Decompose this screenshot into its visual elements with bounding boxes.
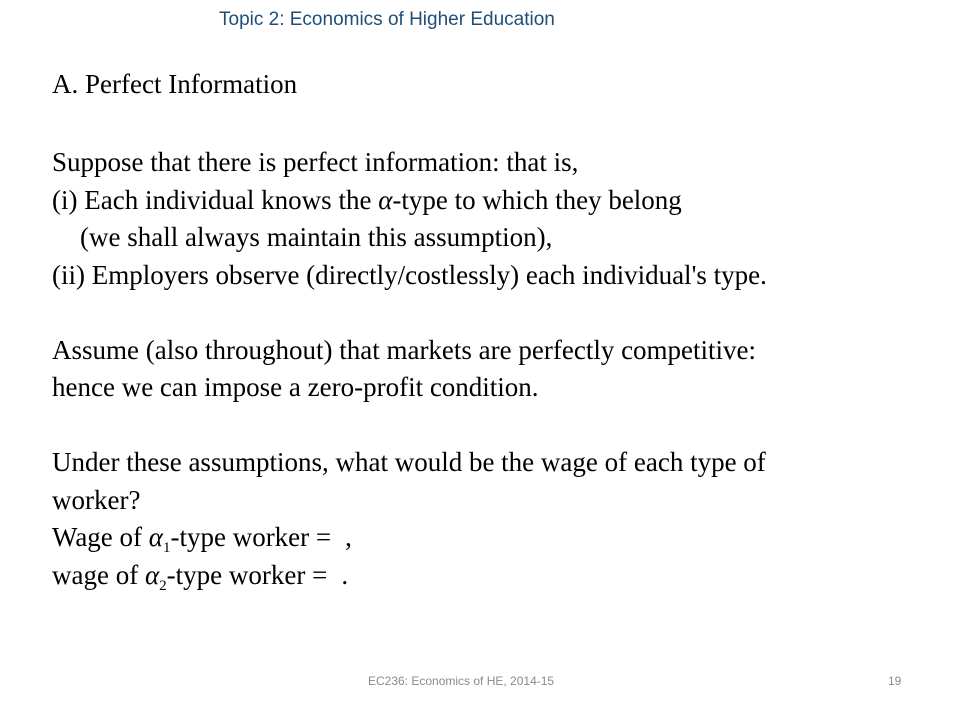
section-heading: A. Perfect Information	[52, 69, 298, 99]
slide-header-title: Topic 2: Economics of Higher Education	[219, 9, 555, 30]
item-2: (ii) Employers observe (directly/costlessly) each individual's type.	[52, 259, 767, 290]
footer-course: EC236: Economics of HE, 2014-15	[368, 674, 555, 688]
assumption-line-1: Assume (also throughout) that markets are perfectly competitive:	[52, 334, 757, 365]
slide-body	[52, 66, 767, 594]
wage-1-suffix: -type worker =	[170, 522, 332, 552]
item-1-prefix: (i) Each individual knows the	[52, 184, 379, 215]
spacer	[52, 294, 767, 332]
assumption-line-2: hence we can impose a zero-profit condition.	[52, 372, 539, 402]
alpha-symbol: α	[148, 522, 163, 552]
intro-line: Suppose that there is perfect information: that is,	[52, 147, 579, 177]
wage-2-end: .	[341, 559, 349, 590]
spacer	[52, 407, 767, 445]
item-1-suffix: -type to which they belong	[392, 184, 682, 215]
subscript-1: 1	[162, 540, 171, 556]
item-1	[52, 182, 767, 220]
wage-2-suffix: -type worker =	[166, 559, 328, 590]
alpha-symbol: α	[144, 559, 160, 590]
item-1-note: (we shall always maintain this assumption),	[80, 222, 553, 252]
wage-2-prefix: wage of	[52, 559, 145, 590]
subscript-2: 2	[159, 577, 167, 594]
wage-1-end: ,	[345, 522, 352, 552]
question-line-1: Under these assumptions, what would be the wage of each type of	[52, 447, 766, 477]
question-line-2: worker?	[52, 484, 141, 515]
wage-line-1	[52, 519, 767, 557]
alpha-symbol: α	[378, 184, 393, 215]
wage-line-2	[52, 557, 767, 595]
wage-1-prefix: Wage of	[52, 522, 149, 552]
footer-page-number: 19	[888, 674, 902, 688]
